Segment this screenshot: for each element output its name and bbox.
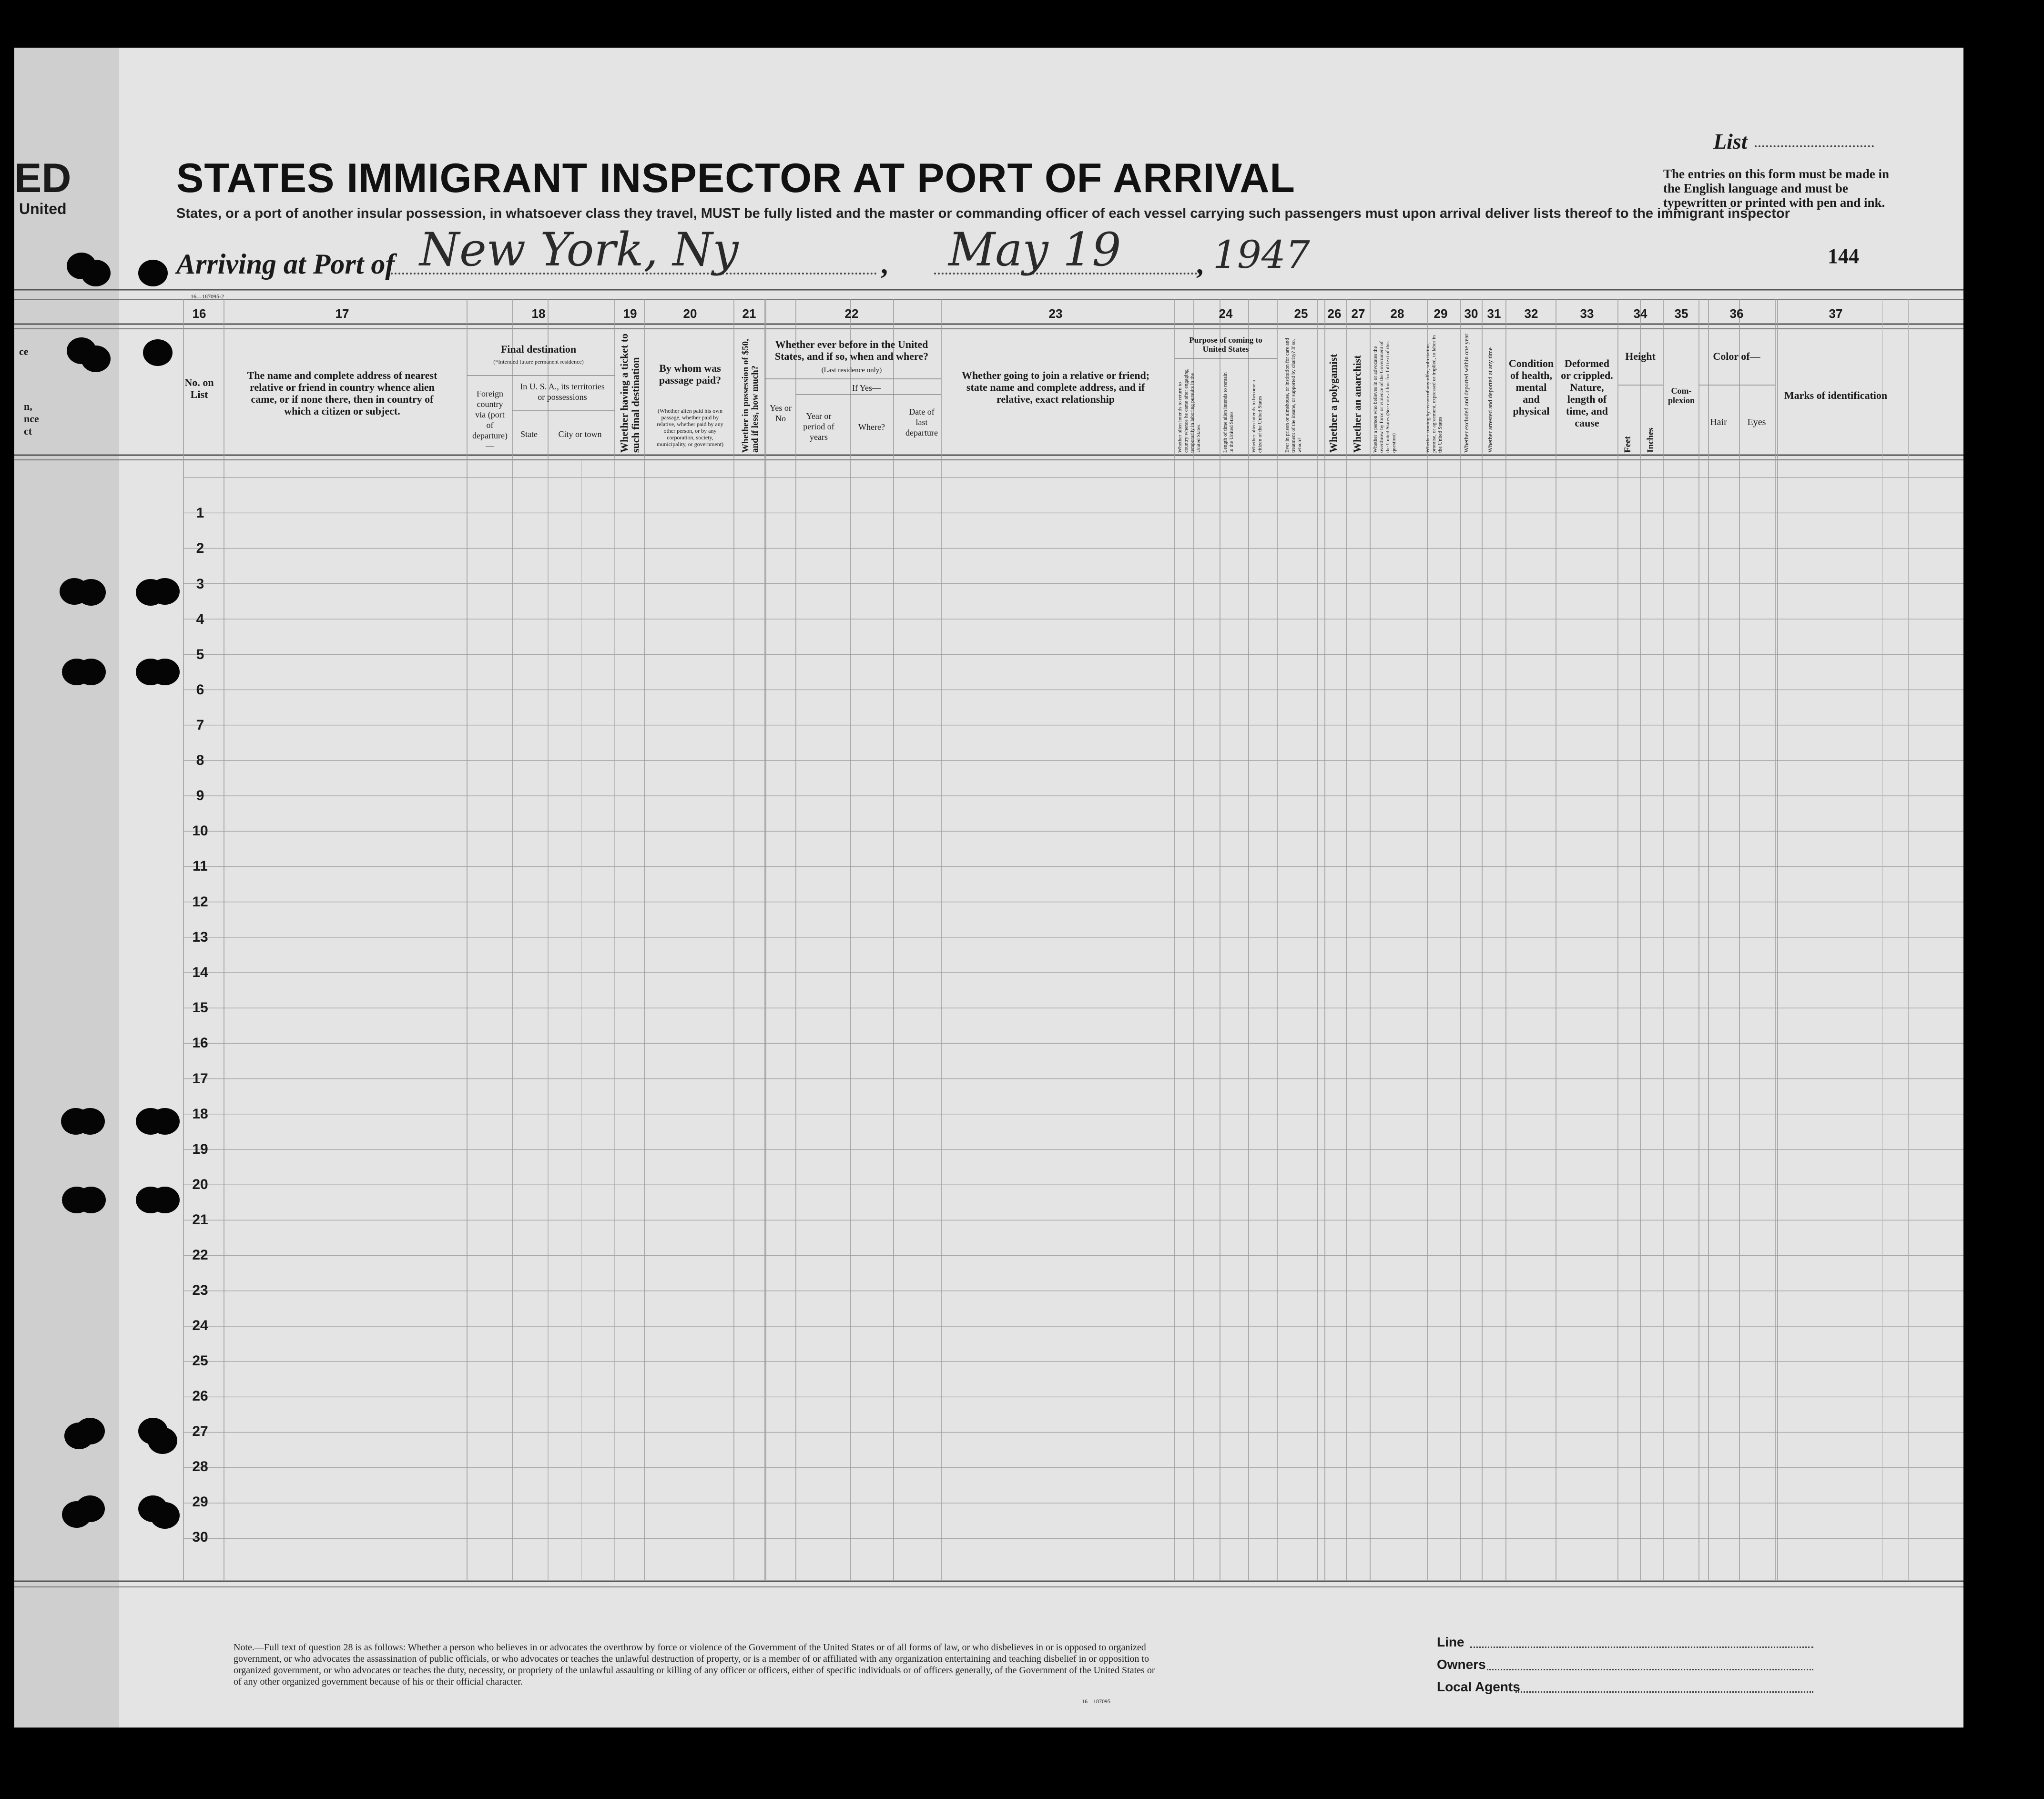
- col-num-34: 34: [1633, 306, 1647, 321]
- header-join-relative: Whether going to join a relative or friend; state name and complete address, and if relative, exact relationship: [961, 369, 1150, 405]
- footer-note: Note.—Full text of question 28 is as follows: Whether a person who believes in or advocates the overthrow by force or violence of the Government of the United States or of all forms of law, or who disbelieves in or is opposed to organized government, or who advocates the assassination of public officials, or who advocates or teaches the unlawful destruction of property, or is a member of or affiliated with any organization entertaining and teaching disbelief in or opposition to organized government, or who advocates or teaches the duty, necessity, or propriety of the unlawful assaulting or killing of any officer or officers, either of specific individuals or of officers generally, of the Government of the United States or of any other organized government because of his or their official character.: [234, 1642, 1155, 1687]
- list-label: List: [1713, 129, 1748, 153]
- header-state: State: [520, 429, 538, 439]
- header-purpose-c: Whether alien intends to become a citizen of the United States: [1251, 380, 1263, 453]
- row-number: 4: [196, 611, 204, 627]
- header-passage-note: (Whether alien paid his own passage, whether paid by relative, whether paid by any other person, or by any corporation, society, municipality, or government): [656, 407, 724, 447]
- header-deformed: Deformed or crippled. Nature, length of time, and cause: [1561, 357, 1613, 429]
- left-fragment-c: nce: [24, 413, 39, 425]
- col-num-18: 18: [531, 306, 546, 321]
- punch-hole: [138, 260, 168, 286]
- row-number: 2: [196, 540, 204, 556]
- left-fragment-a: ce: [19, 346, 29, 357]
- header-complexion: Com- plexion: [1668, 386, 1695, 405]
- col-num-26: 26: [1327, 306, 1342, 321]
- left-fragment-subtitle: United: [19, 200, 67, 217]
- row-number: 11: [193, 858, 208, 874]
- col-num-27: 27: [1351, 306, 1365, 321]
- header-year-period: Year or period of years: [803, 411, 834, 442]
- row-number: 8: [196, 752, 204, 768]
- date-handwritten: May 19: [948, 223, 1121, 276]
- row-number: 16: [192, 1035, 208, 1051]
- header-feet: Feet: [1623, 436, 1633, 453]
- header-final-destination: Final destination: [500, 343, 577, 355]
- header-before-in-us: Whether ever before in the United States, and if so, when and where?: [774, 338, 929, 362]
- row-number: 22: [192, 1247, 208, 1263]
- row-number: 20: [192, 1177, 208, 1192]
- footer-form-code: 16—187095: [1082, 1698, 1110, 1705]
- page-title: STATES IMMIGRANT INSPECTOR AT PORT OF ARRIVAL: [176, 155, 1295, 201]
- row-number: 7: [196, 717, 204, 733]
- row-number: 3: [196, 576, 204, 592]
- comma-1: ,: [881, 248, 888, 280]
- row-number: 17: [192, 1071, 208, 1087]
- list-number-field[interactable]: [1755, 145, 1874, 147]
- punch-hole: [148, 1427, 177, 1454]
- col-num-36: 36: [1729, 306, 1744, 321]
- header-if-yes: If Yes—: [852, 383, 881, 393]
- form-code: 16—187095-2: [191, 293, 224, 300]
- header-foreign-country: Foreign country via (port of departure)—: [472, 389, 508, 451]
- header-overthrow: Whether a person who believes in or advocates the overthrow by force or violence of the Government of the United States (See note at foot for full text of this question): [1373, 341, 1397, 453]
- punch-hole: [76, 659, 106, 685]
- header-hair: Hair: [1710, 417, 1727, 427]
- col-num-30: 30: [1464, 306, 1478, 321]
- row-number: 29: [192, 1494, 208, 1510]
- col-num-21: 21: [742, 306, 756, 321]
- header-city: City or town: [558, 429, 602, 439]
- col-num-28: 28: [1390, 306, 1404, 321]
- header-excluded: Whether excluded and deported within one year: [1463, 334, 1470, 453]
- punch-hole: [150, 578, 180, 605]
- header-polygamist: Whether a polygamist: [1327, 354, 1339, 453]
- row-number: 23: [192, 1282, 208, 1298]
- header-eyes: Eyes: [1747, 417, 1766, 427]
- header-no-on-list: No. on List: [184, 376, 214, 400]
- punch-hole: [76, 1187, 106, 1213]
- header-purpose-a: Whether alien intends to return to country whence he came after engaging temporarily in laboring pursuits in the United States: [1177, 369, 1201, 453]
- col-num-16: 16: [192, 306, 206, 321]
- header-passage-paid: By whom was passage paid?: [659, 362, 722, 386]
- header-health: Condition of health, mental and physical: [1508, 357, 1554, 417]
- col-num-35: 35: [1674, 306, 1688, 321]
- punch-hole: [150, 659, 180, 685]
- row-number: 12: [192, 894, 208, 910]
- col-num-20: 20: [683, 306, 697, 321]
- col-num-31: 31: [1487, 306, 1501, 321]
- comma-2: ,: [1196, 248, 1203, 280]
- header-final-destination-note: (*Intended future permanent residence): [493, 358, 584, 365]
- row-number: 26: [192, 1388, 208, 1404]
- row-number: 19: [192, 1141, 208, 1157]
- col-num-32: 32: [1524, 306, 1538, 321]
- owners-field[interactable]: [1487, 1669, 1813, 1670]
- punch-hole: [81, 346, 111, 372]
- col-num-37: 37: [1829, 306, 1843, 321]
- header-prison: Ever in prison or almshouse, or institution for care and treatment of the insane, or supported by charity? If so, which?: [1284, 338, 1302, 453]
- header-fifty-dollars: Whether in possession of $50, and if less, how much?: [741, 339, 760, 453]
- form-instructions: The entries on this form must be made in the English language and must be typewritten or printed with pen and ink.: [1663, 167, 1889, 210]
- col-num-29: 29: [1434, 306, 1448, 321]
- punch-hole: [75, 1495, 105, 1522]
- header-purpose: Purpose of coming to United States: [1189, 335, 1262, 354]
- header-where: Where?: [858, 422, 885, 432]
- col-num-19: 19: [623, 306, 637, 321]
- row-number: 18: [192, 1106, 208, 1122]
- col-num-22: 22: [844, 306, 859, 321]
- punch-hole: [81, 260, 111, 286]
- page-subtitle: States, or a port of another insular possession, in whatsoever class they travel, MUST be fully listed and the master or commanding officer of each vessel carrying such passengers must upon arrival deliver lists thereof to the immigrant inspector: [176, 206, 1790, 221]
- header-in-usa: In U. S. A., its territories or possessions: [520, 382, 605, 402]
- header-inches: Inches: [1646, 427, 1656, 453]
- row-number: 13: [192, 929, 208, 945]
- row-number: 9: [196, 788, 204, 803]
- page-number: 144: [1828, 244, 1859, 268]
- header-height: Height: [1625, 350, 1656, 362]
- header-color-of: Color of—: [1713, 350, 1760, 362]
- local-agents-label: Local Agents: [1437, 1679, 1520, 1694]
- header-date-departure: Date of last departure: [905, 407, 938, 437]
- header-labor-offer: Whether coming by reason of any offer, solicitation, promise, or agreement, expressed or implied, to labor in the United States: [1425, 335, 1443, 453]
- punch-hole: [75, 1108, 105, 1135]
- local-agents-field[interactable]: [1515, 1691, 1813, 1693]
- row-number: 28: [192, 1459, 208, 1474]
- arriving-label: Arriving at Port of: [176, 248, 395, 280]
- header-ticket: Whether having a ticket to such final destination: [618, 333, 641, 453]
- left-fragment-b: n,: [24, 400, 32, 412]
- header-yes-or-no: Yes or No: [770, 403, 792, 423]
- row-number: 6: [196, 682, 204, 698]
- row-number: 30: [192, 1529, 208, 1545]
- header-marks: Marks of identification: [1784, 389, 1888, 401]
- punch-hole: [150, 1502, 180, 1529]
- header-deported: Whether arrested and deported at any time: [1486, 347, 1494, 453]
- owners-label: Owners: [1437, 1657, 1486, 1672]
- punch-hole: [143, 339, 173, 366]
- year-handwritten: 1947: [1213, 233, 1310, 277]
- header-last-residence: (Last residence only): [821, 366, 882, 374]
- col-num-33: 33: [1580, 306, 1594, 321]
- row-number: 21: [192, 1212, 208, 1228]
- left-fragment-d: ct: [24, 425, 32, 437]
- punch-hole: [76, 579, 106, 606]
- line-field[interactable]: [1470, 1647, 1813, 1648]
- col-num-24: 24: [1219, 306, 1233, 321]
- line-label: Line: [1437, 1635, 1464, 1649]
- row-number: 24: [192, 1318, 208, 1333]
- punch-hole: [150, 1187, 180, 1213]
- row-number: 15: [192, 1000, 208, 1016]
- row-number: 25: [192, 1353, 208, 1369]
- punch-hole: [75, 1418, 105, 1444]
- row-number: 1: [196, 505, 204, 521]
- row-number: 14: [192, 965, 208, 980]
- header-anarchist: Whether an anarchist: [1351, 355, 1363, 453]
- col-num-17: 17: [335, 306, 349, 321]
- col-num-25: 25: [1294, 306, 1308, 321]
- header-nearest-relative: The name and complete address of nearest relative or friend in country whence alien came, or if none there, then in country of which a citizen or subject.: [247, 369, 437, 417]
- punch-hole: [150, 1108, 180, 1135]
- port-handwritten: New York, Ny: [419, 223, 739, 276]
- row-number: 10: [192, 823, 208, 839]
- left-fragment-title: ED: [14, 155, 71, 201]
- row-number: 5: [196, 647, 204, 662]
- row-number: 27: [192, 1423, 208, 1439]
- header-purpose-b: Length of time alien intends to remain in the United States: [1222, 372, 1234, 453]
- col-num-23: 23: [1048, 306, 1063, 321]
